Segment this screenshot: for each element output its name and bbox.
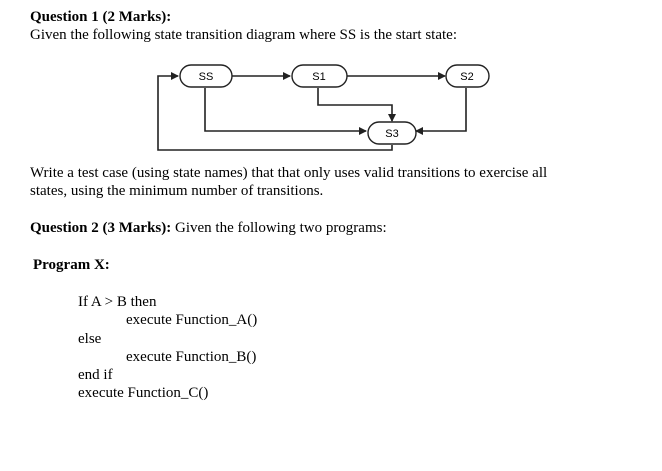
code-line: execute Function_A() bbox=[126, 312, 258, 328]
state-s1-label: S1 bbox=[312, 71, 326, 83]
q1-prompt: Given the following state transition diagram where SS is the start state: bbox=[30, 27, 457, 43]
state-s3 bbox=[368, 122, 416, 144]
code-line: else bbox=[78, 331, 102, 347]
q2-prompt: Given the following two programs: bbox=[171, 220, 387, 236]
code-line: execute Function_C() bbox=[78, 385, 209, 401]
code-line: end if bbox=[78, 367, 113, 383]
q1-task-line2: states, using the minimum number of transitions. bbox=[30, 183, 324, 199]
state-s2 bbox=[446, 65, 489, 87]
transition-s2-s3 bbox=[416, 88, 466, 131]
code-line: execute Function_B() bbox=[126, 349, 257, 365]
transition-s1-s3 bbox=[318, 88, 392, 121]
state-s3-label: S3 bbox=[385, 128, 399, 140]
state-s1 bbox=[292, 65, 347, 87]
state-ss-label: SS bbox=[198, 71, 214, 83]
q1-task-line1: Write a test case (using state names) that that only uses valid transitions to exercise all bbox=[30, 165, 548, 181]
state-ss bbox=[180, 65, 232, 87]
q1-heading: Question 1 (2 Marks): bbox=[30, 9, 172, 25]
state-s2-label: S2 bbox=[460, 71, 474, 83]
transition-ss-s3 bbox=[205, 88, 366, 131]
code-line: If A > B then bbox=[78, 294, 157, 310]
program-x-title: Program X: bbox=[33, 257, 110, 273]
q2-heading-line bbox=[30, 219, 387, 237]
q2-heading: Question 2 (3 Marks): bbox=[30, 220, 172, 236]
